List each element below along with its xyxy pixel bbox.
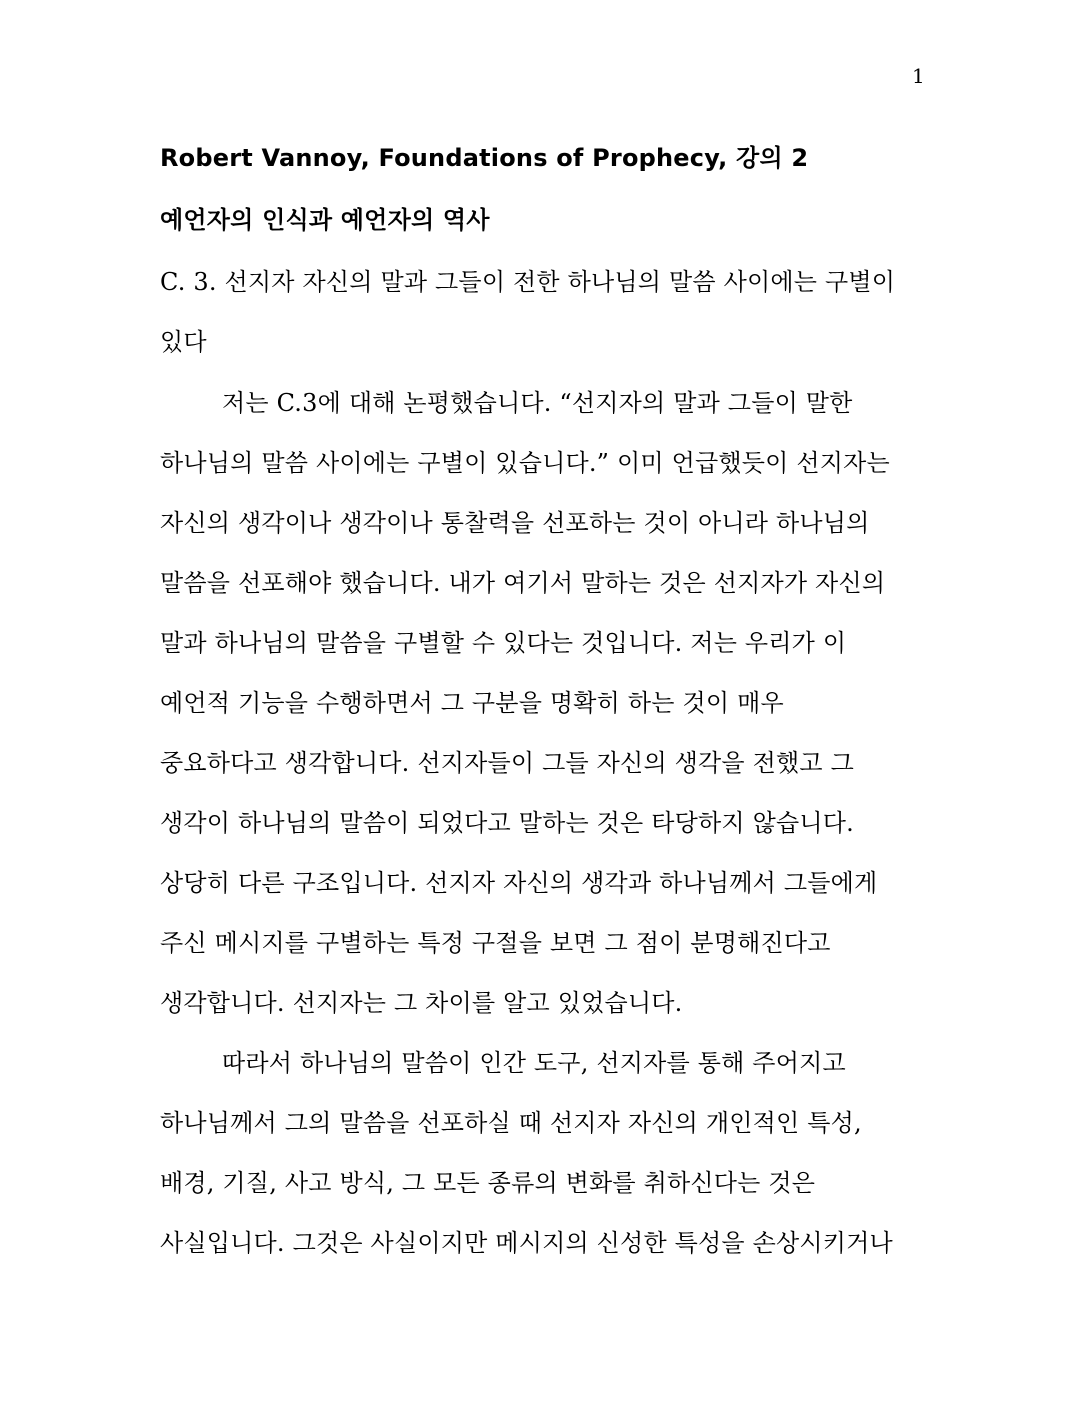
body-line: 말과 하나님의 말씀을 구별할 수 있다는 것입니다. 저는 우리가 이 <box>160 629 847 657</box>
body-line: 사실입니다. 그것은 사실이지만 메시지의 신성한 특성을 손상시키거나 <box>160 1229 893 1257</box>
section-heading-line-1: C. 3. 선지자 자신의 말과 그들이 전한 하나님의 말씀 사이에는 구별이 <box>160 268 896 296</box>
document-title: Robert Vannoy, Foundations of Prophecy, 강의 2 <box>160 144 809 172</box>
body-line: 예언적 기능을 수행하면서 그 구분을 명확히 하는 것이 매우 <box>160 689 784 717</box>
body-line: 배경, 기질, 사고 방식, 그 모든 종류의 변화를 취하신다는 것은 <box>160 1169 816 1197</box>
body-line: 주신 메시지를 구별하는 특정 구절을 보면 그 점이 분명해진다고 <box>160 929 831 957</box>
body-line: 말씀을 선포해야 했습니다. 내가 여기서 말하는 것은 선지자가 자신의 <box>160 569 886 597</box>
document-subtitle: 예언자의 인식과 예언자의 역사 <box>160 206 490 234</box>
page-number: 1 <box>912 64 925 88</box>
body-line: 자신의 생각이나 생각이나 통찰력을 선포하는 것이 아니라 하나님의 <box>160 509 870 537</box>
body-line: 상당히 다른 구조입니다. 선지자 자신의 생각과 하나님께서 그들에게 <box>160 869 878 897</box>
body-line: 하나님께서 그의 말씀을 선포하실 때 선지자 자신의 개인적인 특성, <box>160 1109 862 1137</box>
section-heading-line-2: 있다 <box>160 328 207 356</box>
body-line: 중요하다고 생각합니다. 선지자들이 그들 자신의 생각을 전했고 그 <box>160 749 854 777</box>
body-line: 생각합니다. 선지자는 그 차이를 알고 있었습니다. <box>160 989 683 1017</box>
body-line: 저는 C.3에 대해 논평했습니다. “선지자의 말과 그들이 말한 <box>222 389 853 417</box>
body-line: 하나님의 말씀 사이에는 구별이 있습니다.” 이미 언급했듯이 선지자는 <box>160 449 890 477</box>
body-line: 생각이 하나님의 말씀이 되었다고 말하는 것은 타당하지 않습니다. <box>160 809 854 837</box>
body-line: 따라서 하나님의 말씀이 인간 도구, 선지자를 통해 주어지고 <box>222 1049 846 1077</box>
